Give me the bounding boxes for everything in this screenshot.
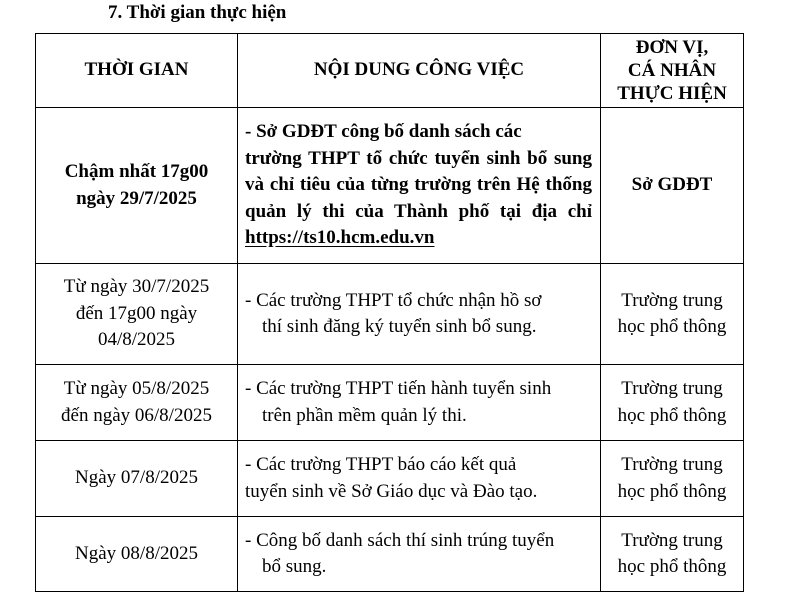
table-row <box>36 517 744 592</box>
row-time-line: đến 17g00 ngày <box>75 302 198 324</box>
row-time-line: 04/8/2025 <box>97 329 176 351</box>
row-content <box>238 365 601 441</box>
section-heading: 7. Thời gian thực hiện <box>108 2 287 23</box>
row-unit <box>601 365 744 441</box>
header-unit-line1: ĐƠN VỊ, <box>635 37 709 58</box>
header-unit-line3: THỰC HIỆN <box>617 83 727 104</box>
row-unit-line: học phổ thông <box>617 556 727 577</box>
row-time-line: Chậm nhất 17g00 <box>64 161 209 182</box>
row-content-text: thí sinh đăng ký tuyển sinh bổ sung. <box>262 316 537 337</box>
row-content <box>238 108 601 264</box>
row-time: Ngày 07/8/2025 <box>36 441 238 517</box>
row-unit-line: Trường trung <box>621 378 723 399</box>
row-time-line: ngày 29/7/2025 <box>76 187 197 209</box>
table-header-row <box>36 34 744 108</box>
row-unit-line: Trường trung <box>621 529 723 551</box>
row-unit-line: Trường trung <box>621 289 723 311</box>
row-time <box>36 365 238 441</box>
header-unit <box>601 34 744 108</box>
row-content <box>238 264 601 365</box>
row-unit <box>601 441 744 517</box>
row-content-text: trên phần mềm quản lý thi. <box>262 404 467 426</box>
row-content-first-line: - Các trường THPT báo cáo kết quả <box>245 454 517 475</box>
schedule-table <box>35 33 744 592</box>
row-unit <box>601 517 744 592</box>
row-time: Ngày 08/8/2025 <box>36 517 238 592</box>
row-content-first-line: - Công bố danh sách thí sinh trúng tuyển <box>245 529 555 551</box>
row-time-line: Từ ngày 05/8/2025 <box>63 378 210 399</box>
table-row <box>36 441 744 517</box>
row-unit-line: học phổ thông <box>617 316 727 337</box>
header-content: NỘI DUNG CÔNG VIỆC <box>238 34 601 108</box>
row-content-first-line: - Các trường THPT tiến hành tuyển sinh <box>245 378 552 399</box>
row-content-text: tuyển sinh về Sở Giáo dục và Đào tạo. <box>245 480 538 502</box>
table-row <box>36 365 744 441</box>
row-content <box>238 441 601 517</box>
row-content-text: bổ sung. <box>262 556 327 577</box>
row-unit <box>601 264 744 365</box>
row-content <box>238 517 601 592</box>
row-time-line: đến ngày 06/8/2025 <box>61 404 212 426</box>
table-row <box>36 108 744 264</box>
row-content-first-line: - Sở GDĐT công bố danh sách các <box>245 121 522 143</box>
header-unit-line2: CÁ NHÂN <box>627 60 717 81</box>
header-time: THỜI GIAN <box>36 34 238 108</box>
row-unit-line: học phổ thông <box>617 404 727 426</box>
website-link[interactable]: https://ts10.hcm.edu.vn <box>245 227 435 249</box>
row-unit-line: Trường trung <box>621 454 723 475</box>
row-time <box>36 108 238 264</box>
row-time-line: Từ ngày 30/7/2025 <box>63 276 210 298</box>
row-time <box>36 264 238 365</box>
row-unit: Sở GDĐT <box>601 108 744 264</box>
row-content-first-line: - Các trường THPT tổ chức nhận hồ sơ <box>245 289 542 311</box>
row-content-text: trường THPT tổ chức tuyển sinh bổ sung và chỉ tiêu của từng trường trên Hệ thống quản lý thi của Thành phố tại địa chỉ <box>245 147 592 222</box>
table-row <box>36 264 744 365</box>
row-unit-line: học phổ thông <box>617 480 727 502</box>
